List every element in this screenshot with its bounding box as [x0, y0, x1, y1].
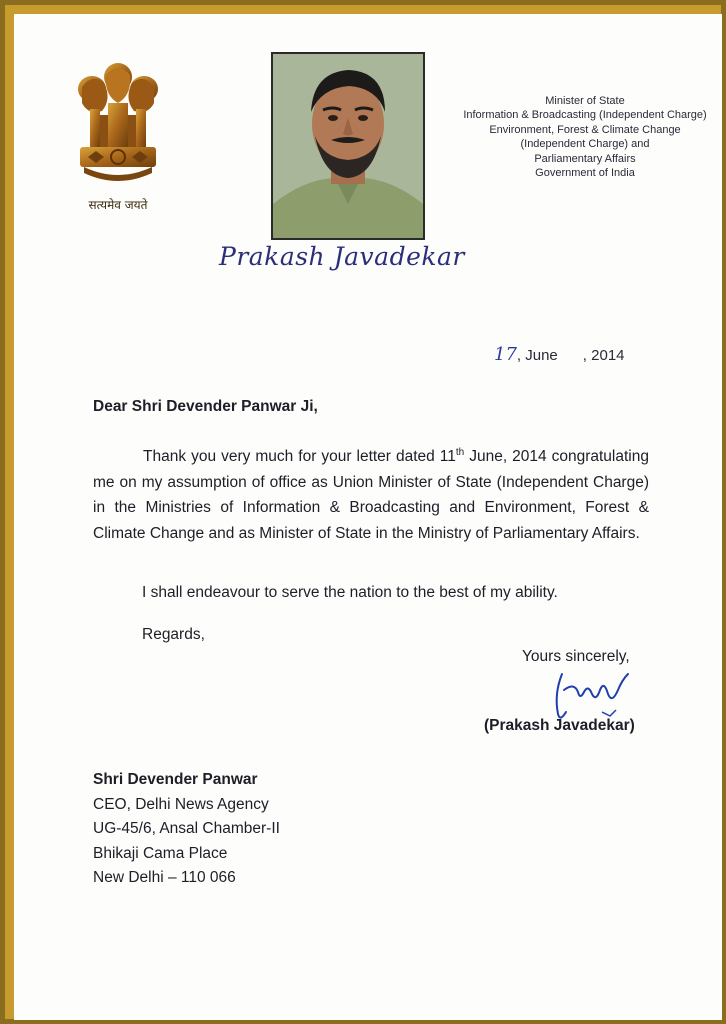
- salutation: Dear Shri Devender Panwar Ji,: [93, 398, 318, 415]
- date-year: , 2014: [582, 347, 625, 364]
- page-border: [5, 5, 721, 1019]
- designation-block: [454, 94, 716, 180]
- emblem-motto: सत्यमेव जयते: [88, 198, 148, 212]
- recipient-address: [93, 768, 280, 891]
- letter-date: 17, June , 2014: [494, 344, 625, 365]
- closing: Yours sincerely,: [522, 648, 630, 665]
- paragraph-1-rest: June, 2014 congratulating me on my assumption of office as Union Minister of State (Independent Charge) in the Ministries of Information & Broadcasting and Environment, Forest & Climate Change and as Minister of State in the Ministry of Parliamentary Affairs.: [93, 448, 649, 542]
- national-emblem-icon: [72, 59, 164, 194]
- address-line: New Delhi – 110 066: [93, 869, 236, 886]
- recipient-name: Shri Devender Panwar: [93, 771, 258, 788]
- designation-line: Information & Broadcasting (Independent Charge): [463, 109, 707, 122]
- date-day: 17: [494, 344, 517, 365]
- designation-line: Parliamentary Affairs: [534, 152, 636, 165]
- date-month: June: [525, 347, 558, 364]
- address-line: CEO, Delhi News Agency: [93, 795, 269, 813]
- ordinal-suffix: th: [455, 447, 465, 458]
- letter-page: [14, 14, 722, 1020]
- letterhead-name: Prakash Javadekar: [219, 242, 465, 271]
- signer-name: (Prakash Javadekar): [484, 717, 635, 734]
- designation-line: Environment, Forest & Climate Change: [489, 123, 681, 136]
- minister-photo: [271, 52, 425, 240]
- paragraph-1-start: Thank you very much for your letter dated 11: [143, 448, 456, 466]
- regards: Regards,: [142, 626, 205, 643]
- signature-image: [534, 664, 644, 724]
- address-line: Bhikaji Cama Place: [93, 844, 228, 862]
- designation-line: Minister of State: [545, 95, 625, 107]
- designation-line: (Independent Charge) and: [520, 138, 650, 151]
- paragraph-1: [93, 440, 649, 546]
- address-line: UG-45/6, Ansal Chamber-II: [93, 820, 280, 837]
- paragraph-2: I shall endeavour to serve the nation to the best of my ability.: [142, 584, 558, 601]
- designation-line: Government of India: [535, 167, 635, 180]
- letter-body: [93, 440, 649, 546]
